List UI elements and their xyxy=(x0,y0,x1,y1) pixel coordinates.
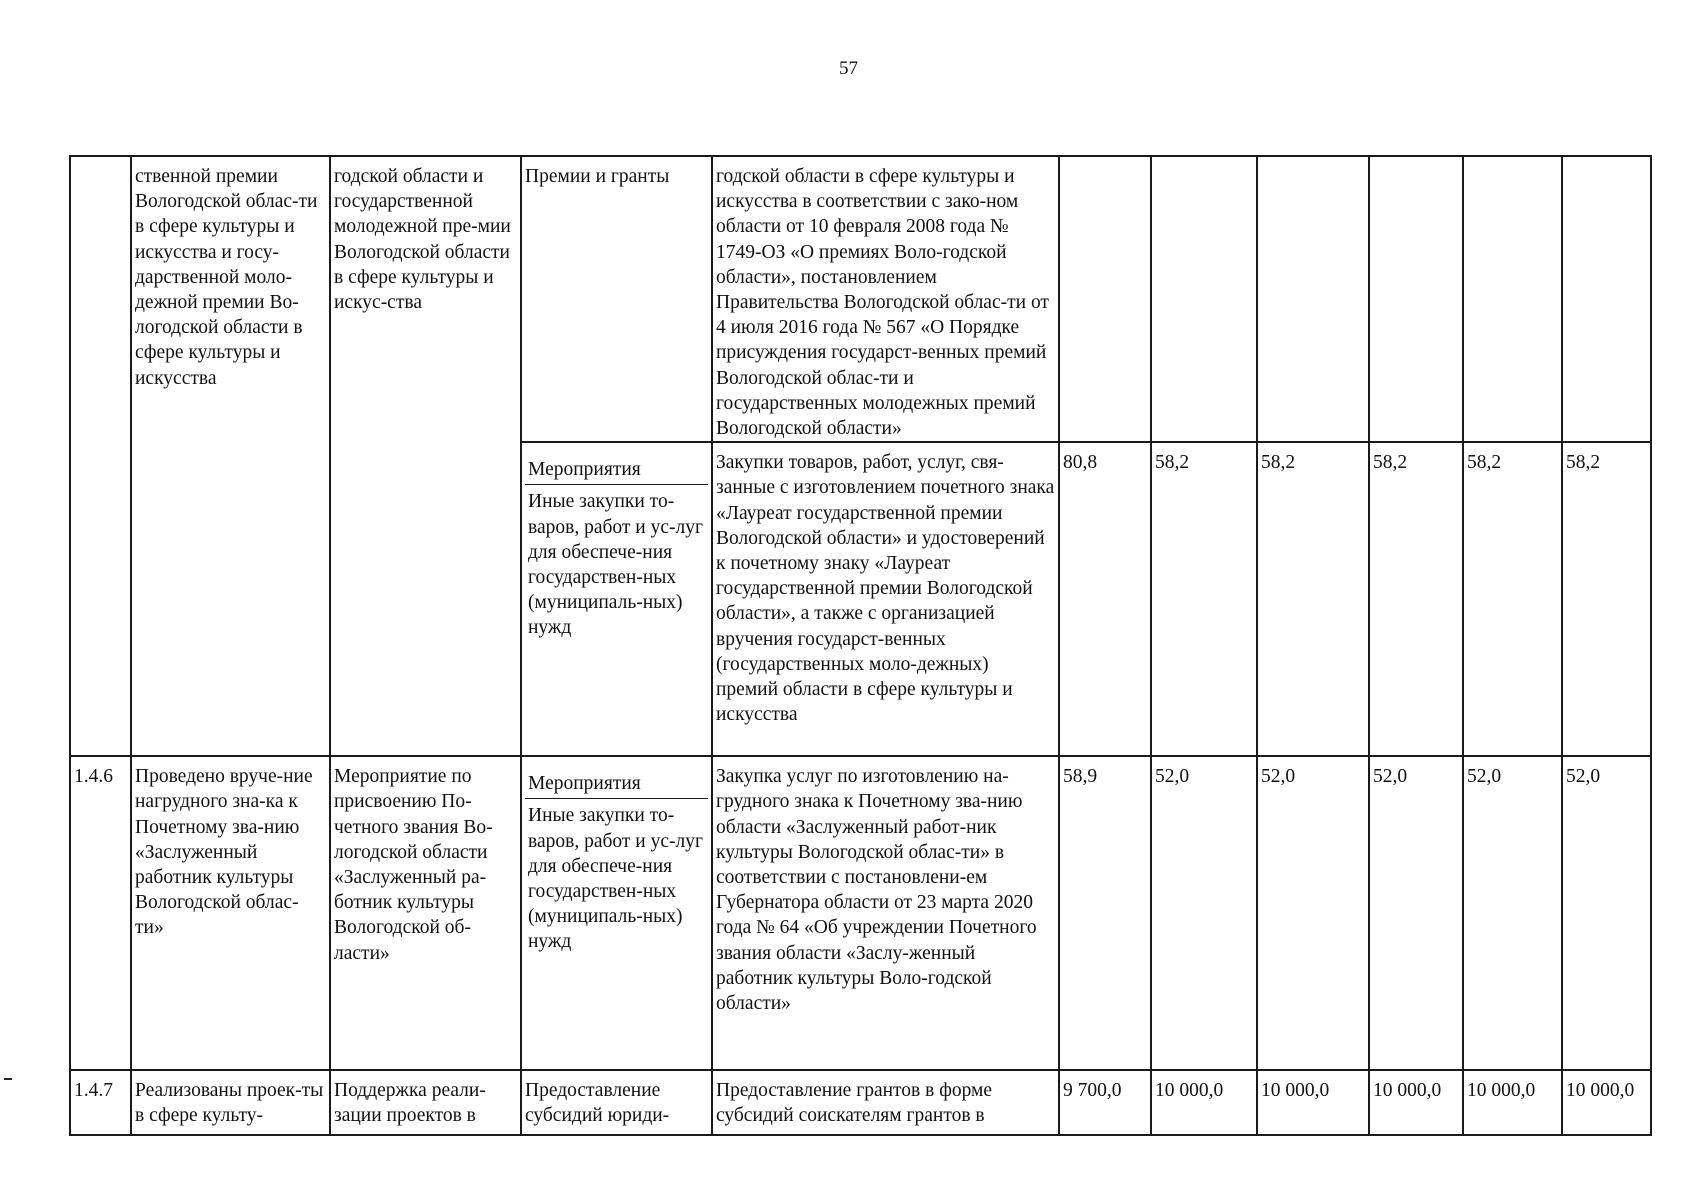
value-cell: 58,2 xyxy=(1562,442,1651,756)
value-cell: 58,2 xyxy=(1369,442,1463,756)
table-row xyxy=(70,156,1651,442)
description-cell: Закупки товаров, работ, услуг, свя-занные с изготовлением почетного знака «Лауреат государственной премии Вологодской области» и удостоверений к почетному знаку «Лауреат государственной премии Вологодской области», а также с организацией вручения государст-венных (государственных моло-дежных) премий области в сфере культуры и искусства xyxy=(712,442,1059,756)
budget-table xyxy=(69,155,1652,1136)
value-cell: 10 000,0 xyxy=(1562,1070,1651,1135)
value-cell: 10 000,0 xyxy=(1257,1070,1369,1135)
value-cell xyxy=(1059,156,1151,442)
row-number xyxy=(70,156,131,756)
expense-type-cell xyxy=(521,756,712,1070)
value-cell xyxy=(1463,156,1562,442)
event-cell: годской области и государственной молодежной пре-мии Вологодской области в сфере культуры и искус-ства xyxy=(330,156,521,756)
value-cell: 10 000,0 xyxy=(1369,1070,1463,1135)
value-cell: 58,2 xyxy=(1463,442,1562,756)
row-number: 1.4.7 xyxy=(70,1070,131,1135)
expense-type-bottom: Иные закупки то-варов, работ и ус-луг для обеспече-ния государствен-ных (муниципаль-ных) нужд xyxy=(528,491,703,639)
value-cell xyxy=(1369,156,1463,442)
value-cell: 52,0 xyxy=(1562,756,1651,1070)
value-cell: 9 700,0 xyxy=(1059,1070,1151,1135)
table-row xyxy=(70,756,1651,1070)
value-cell: 10 000,0 xyxy=(1151,1070,1257,1135)
event-cell: Мероприятие по присвоению По-четного звания Во-логодской области «Заслуженный ра-ботник культуры Вологодской об-ласти» xyxy=(330,756,521,1070)
description-cell: Закупка услуг по изготовлению на-грудного знака к Почетному зва-нию области «Заслуженный работ-ник культуры Вологодской облас-ти» в соответствии с постановлени-ем Губернатора области от 23 марта 2020 года № 64 «Об учреждении Почетного звания области «Заслу-женный работник культуры Воло-годской области» xyxy=(712,756,1059,1070)
event-cell: Поддержка реали-зации проектов в xyxy=(330,1070,521,1135)
row-number: 1.4.6 xyxy=(70,756,131,1070)
value-cell: 10 000,0 xyxy=(1463,1070,1562,1135)
value-cell xyxy=(1257,156,1369,442)
expense-type-bottom: Иные закупки то-варов, работ и ус-луг для обеспече-ния государствен-ных (муниципаль-ных) нужд xyxy=(528,805,703,953)
value-cell: 52,0 xyxy=(1151,756,1257,1070)
value-cell: 80,8 xyxy=(1059,442,1151,756)
value-cell: 58,2 xyxy=(1257,442,1369,756)
result-cell: ственной премии Вологодской облас-ти в сфере культуры и искусства и госу-дарственной моло-дежной премии Во-логодской области в сфере культуры и искусства xyxy=(131,156,330,756)
description-cell: Предоставление грантов в форме субсидий соискателям грантов в xyxy=(712,1070,1059,1135)
value-cell: 52,0 xyxy=(1257,756,1369,1070)
table-row xyxy=(70,1070,1651,1135)
result-cell: Реализованы проек-ты в сфере культу- xyxy=(131,1070,330,1135)
value-cell: 58,9 xyxy=(1059,756,1151,1070)
expense-type-cell xyxy=(521,442,712,756)
result-cell: Проведено вруче-ние нагрудного зна-ка к Почетному зва-нию «Заслуженный работник культуры Вологодской облас-ти» xyxy=(131,756,330,1070)
margin-mark xyxy=(4,1078,12,1080)
expense-type-top: Мероприятия xyxy=(525,450,708,485)
value-cell: 52,0 xyxy=(1463,756,1562,1070)
value-cell: 52,0 xyxy=(1369,756,1463,1070)
value-cell: 58,2 xyxy=(1151,442,1257,756)
expense-type-cell: Премии и гранты xyxy=(521,156,712,442)
value-cell xyxy=(1562,156,1651,442)
page-number: 57 xyxy=(839,58,858,79)
description-cell: годской области в сфере культуры и искусства в соответствии с зако-ном области от 10 февраля 2008 года № 1749-ОЗ «О премиях Воло-годской области», постановлением Правительства Вологодской облас-ти от 4 июля 2016 года № 567 «О Порядке присуждения государст-венных премий Вологодской облас-ти и государственных молодежных премий Вологодской области» xyxy=(712,156,1059,442)
expense-type-top: Мероприятия xyxy=(525,764,708,799)
expense-type-cell: Предоставление субсидий юриди- xyxy=(521,1070,712,1135)
value-cell xyxy=(1151,156,1257,442)
